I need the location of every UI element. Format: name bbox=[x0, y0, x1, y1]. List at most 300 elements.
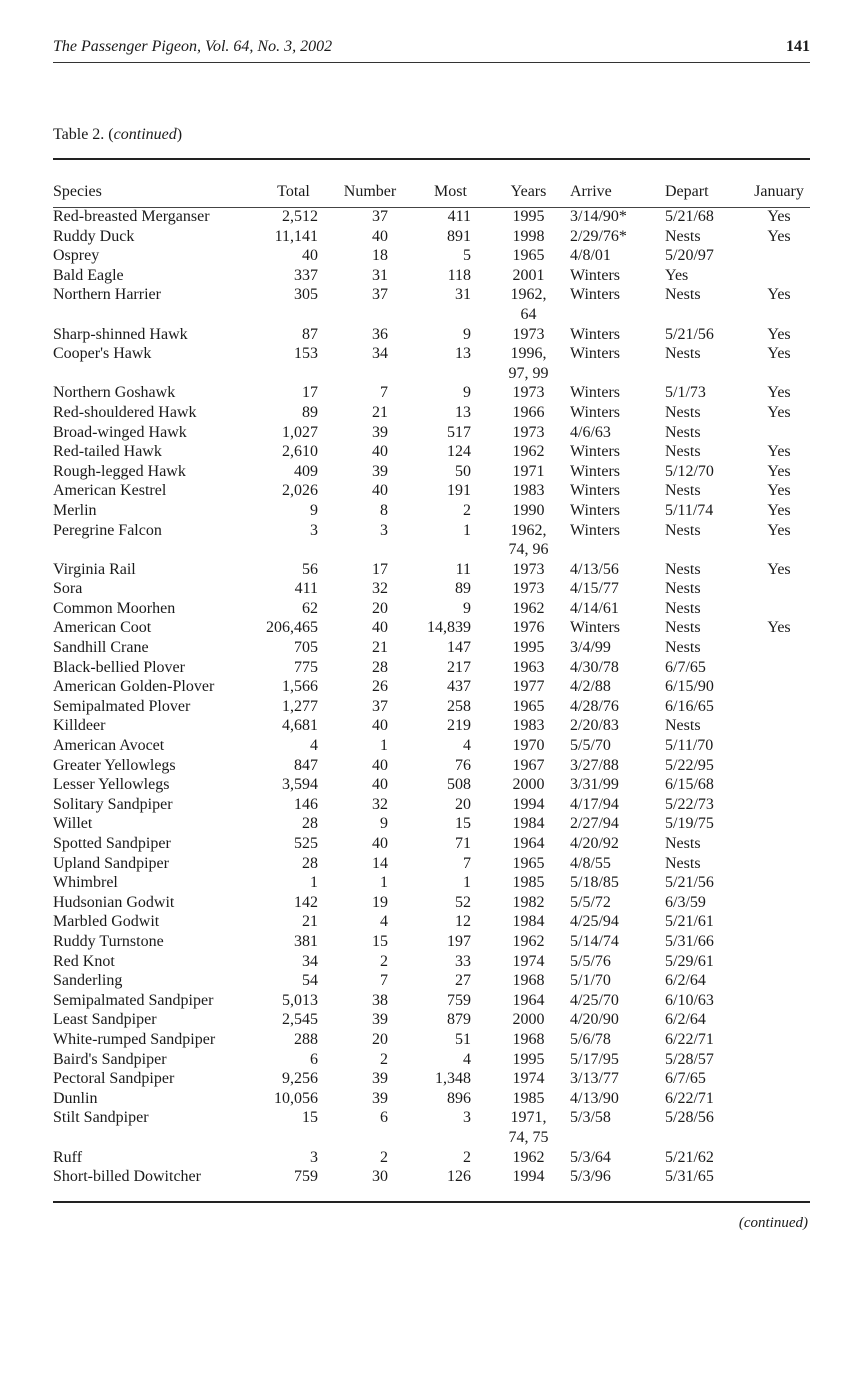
table-cell: Nests bbox=[665, 443, 701, 461]
table-cell: Stilt Sandpiper bbox=[53, 1109, 149, 1127]
table-cell: 6 bbox=[310, 1050, 318, 1068]
table-row bbox=[53, 814, 813, 834]
table-row bbox=[53, 481, 813, 501]
table-cell: 1962 bbox=[512, 443, 545, 461]
table-cell: 6/10/63 bbox=[665, 991, 714, 1009]
table-cell: 891 bbox=[447, 227, 471, 245]
table-cell: 1,277 bbox=[282, 697, 318, 715]
table-cell bbox=[745, 775, 813, 795]
table-cell: 1,566 bbox=[282, 678, 318, 696]
table-cell: 1971, 74, 75 bbox=[508, 1109, 549, 1146]
table-cell: 11,141 bbox=[274, 227, 318, 245]
table-cell: 118 bbox=[447, 266, 471, 284]
table-row bbox=[53, 854, 813, 874]
table-cell: 4/13/56 bbox=[570, 560, 619, 578]
table-cell: Marbled Godwit bbox=[53, 913, 160, 931]
table-cell: Broad-winged Hawk bbox=[53, 423, 187, 441]
table-cell: Greater Yellowlegs bbox=[53, 756, 176, 774]
table-cell: 4 bbox=[463, 1050, 471, 1068]
table-cell: 39 bbox=[372, 1070, 388, 1088]
table-cell: 3 bbox=[310, 521, 318, 539]
table-cell: 7 bbox=[380, 972, 388, 990]
table-cell: White-rumped Sandpiper bbox=[53, 1030, 216, 1048]
table-cell: 409 bbox=[294, 462, 318, 480]
table-cell: 1,348 bbox=[435, 1070, 471, 1088]
table-cell bbox=[745, 854, 813, 874]
table-cell: Winters bbox=[570, 443, 621, 461]
table-cell: Willet bbox=[53, 815, 93, 833]
table-cell: 50 bbox=[455, 462, 471, 480]
table-cell: 9,256 bbox=[282, 1070, 318, 1088]
table-cell: 4/20/92 bbox=[570, 835, 619, 852]
table-cell: 76 bbox=[455, 756, 471, 774]
table-cell: Yes bbox=[767, 403, 791, 421]
table-cell: Nests bbox=[665, 599, 701, 617]
table-cell: 4/28/76 bbox=[570, 697, 619, 715]
table-cell: 381 bbox=[294, 932, 318, 950]
table-cell: 2,026 bbox=[282, 482, 318, 500]
table-cell: 5/22/73 bbox=[665, 795, 714, 813]
table-cell: 1995 bbox=[512, 208, 545, 225]
table-cell: 13 bbox=[455, 403, 471, 421]
table-cell bbox=[745, 1030, 813, 1050]
table-cell: Nests bbox=[665, 286, 701, 304]
table-cell: 4/25/94 bbox=[570, 913, 619, 931]
table-row bbox=[53, 1010, 813, 1030]
table-cell bbox=[745, 246, 813, 266]
table-row bbox=[53, 423, 813, 443]
table-cell: 1985 bbox=[512, 874, 545, 892]
table-row bbox=[53, 638, 813, 658]
table-caption bbox=[53, 126, 182, 144]
table-cell: 5/21/56 bbox=[665, 874, 714, 892]
table-cell: 1985 bbox=[512, 1089, 545, 1107]
table-cell: 191 bbox=[447, 482, 471, 500]
table-cell: 1995 bbox=[512, 639, 545, 657]
table-cell bbox=[745, 599, 813, 619]
table-cell: Common Moorhen bbox=[53, 599, 176, 617]
table-cell: Dunlin bbox=[53, 1089, 98, 1107]
table-cell: Nests bbox=[665, 403, 701, 421]
table-cell: 15 bbox=[302, 1109, 318, 1127]
table-cell: 6/22/71 bbox=[665, 1089, 714, 1107]
table-cell: Red-tailed Hawk bbox=[53, 443, 162, 461]
table-cell: Winters bbox=[570, 462, 621, 480]
table-cell bbox=[745, 1148, 813, 1168]
table-cell: 31 bbox=[455, 286, 471, 304]
table-cell: 6/15/68 bbox=[665, 776, 714, 794]
table-row bbox=[53, 1069, 813, 1089]
table-cell: Winters bbox=[570, 619, 621, 637]
table-cell: 5/12/70 bbox=[665, 462, 714, 480]
table-cell: 39 bbox=[372, 423, 388, 441]
table-cell bbox=[745, 658, 813, 678]
table-cell: 1 bbox=[463, 874, 471, 892]
table-cell: 21 bbox=[372, 639, 388, 657]
table-row bbox=[53, 1089, 813, 1109]
table-cell: Winters bbox=[570, 501, 621, 519]
table-cell: 1962, 64 bbox=[510, 286, 547, 323]
table-cell: 1973 bbox=[512, 423, 545, 441]
table-cell: 1970 bbox=[512, 737, 545, 755]
table-cell: Nests bbox=[665, 639, 701, 657]
table-cell: Lesser Yellowlegs bbox=[53, 776, 170, 794]
table-cell: Yes bbox=[767, 521, 791, 539]
table-cell: 1996, 97, 99 bbox=[508, 345, 549, 382]
table-cell: 9 bbox=[310, 501, 318, 519]
table-cell: 5/19/75 bbox=[665, 815, 714, 833]
table-row bbox=[53, 246, 813, 266]
table-cell: 2000 bbox=[512, 1011, 545, 1029]
table-cell: 28 bbox=[372, 658, 388, 676]
table-cell: Merlin bbox=[53, 501, 97, 519]
table-cell: 4/17/94 bbox=[570, 795, 619, 813]
table-cell: 5/22/95 bbox=[665, 756, 714, 774]
journal-title: The Passenger Pigeon, Vol. 64, No. 3, 2002 bbox=[53, 38, 333, 55]
table-row bbox=[53, 756, 813, 776]
species-table bbox=[53, 183, 813, 1187]
table-cell: 2001 bbox=[512, 266, 545, 284]
table-cell: 305 bbox=[294, 286, 318, 304]
table-cell: 508 bbox=[447, 776, 471, 794]
table-cell: 14 bbox=[372, 854, 388, 872]
table-cell: Nests bbox=[665, 345, 701, 363]
table-row bbox=[53, 991, 813, 1011]
table-row bbox=[53, 1108, 813, 1147]
column-header: Species bbox=[53, 183, 102, 200]
table-cell: Winters bbox=[570, 403, 621, 421]
table-cell: 27 bbox=[455, 972, 471, 990]
table-cell: 1973 bbox=[512, 560, 545, 578]
table-cell: Sharp-shinned Hawk bbox=[53, 325, 188, 343]
table-cell: 6/22/71 bbox=[665, 1030, 714, 1048]
table-cell: 89 bbox=[455, 580, 471, 598]
caption-prefix: Table 2. ( bbox=[53, 126, 114, 143]
table-cell: American Coot bbox=[53, 619, 152, 637]
table-cell: 1965 bbox=[512, 697, 545, 715]
table-cell bbox=[745, 1167, 813, 1187]
table-cell: 7 bbox=[380, 384, 388, 402]
table-cell: Whimbrel bbox=[53, 874, 118, 892]
table-cell: 40 bbox=[372, 835, 388, 852]
table-cell: 1984 bbox=[512, 913, 545, 931]
table-cell: 32 bbox=[372, 580, 388, 598]
table-cell: 34 bbox=[372, 345, 388, 363]
table-cell: Winters bbox=[570, 345, 621, 363]
table-cell: 40 bbox=[372, 776, 388, 794]
table-cell: 206,465 bbox=[266, 619, 318, 637]
table-cell: Yes bbox=[767, 345, 791, 363]
table-cell: 1994 bbox=[512, 1168, 545, 1186]
table-cell: 5/28/57 bbox=[665, 1050, 714, 1068]
column-header: Number bbox=[343, 183, 397, 200]
table-top-rule bbox=[53, 158, 810, 160]
table-cell: 89 bbox=[302, 403, 318, 421]
table-cell: Yes bbox=[767, 501, 791, 519]
table-cell: 8 bbox=[380, 501, 388, 519]
table-cell: Winters bbox=[570, 521, 621, 539]
table-cell: 5/17/95 bbox=[570, 1050, 619, 1068]
table-row bbox=[53, 462, 813, 482]
table-cell bbox=[745, 873, 813, 893]
caption-continued: continued bbox=[113, 126, 177, 143]
table-cell: Cooper's Hawk bbox=[53, 345, 152, 363]
table-cell: Winters bbox=[570, 286, 621, 304]
table-row bbox=[53, 285, 813, 324]
table-row bbox=[53, 677, 813, 697]
table-cell: 87 bbox=[302, 325, 318, 343]
table-cell: 1964 bbox=[512, 835, 545, 852]
table-cell: 6/2/64 bbox=[665, 972, 706, 990]
table-cell: 40 bbox=[372, 619, 388, 637]
table-row bbox=[53, 403, 813, 423]
table-row bbox=[53, 952, 813, 972]
table-cell: 1983 bbox=[512, 482, 545, 500]
table-cell: 879 bbox=[447, 1011, 471, 1029]
table-cell: Least Sandpiper bbox=[53, 1011, 157, 1029]
table-cell: 1973 bbox=[512, 580, 545, 598]
table-cell: 2000 bbox=[512, 776, 545, 794]
table-cell: 14,839 bbox=[427, 619, 471, 637]
table-cell bbox=[745, 638, 813, 658]
table-cell: 4/30/78 bbox=[570, 658, 619, 676]
table-cell: 775 bbox=[294, 658, 318, 676]
table-cell: 1965 bbox=[512, 854, 545, 872]
table-cell: 4 bbox=[463, 737, 471, 755]
table-row bbox=[53, 716, 813, 736]
table-cell: Winters bbox=[570, 482, 621, 500]
table-cell: 124 bbox=[447, 443, 471, 461]
table-cell: 17 bbox=[302, 384, 318, 402]
table-cell: 337 bbox=[294, 266, 318, 284]
table-cell: 2/20/83 bbox=[570, 717, 619, 735]
table-cell: 36 bbox=[372, 325, 388, 343]
column-header: Arrive bbox=[570, 183, 612, 200]
table-cell: 1962 bbox=[512, 932, 545, 950]
table-cell: Rough-legged Hawk bbox=[53, 462, 186, 480]
table-cell: 32 bbox=[372, 795, 388, 813]
table-cell bbox=[745, 1089, 813, 1109]
table-row bbox=[53, 697, 813, 717]
table-cell: 3 bbox=[380, 521, 388, 539]
table-cell bbox=[745, 736, 813, 756]
table-cell: 4/8/55 bbox=[570, 854, 611, 872]
table-cell: 38 bbox=[372, 991, 388, 1009]
column-header: Total bbox=[277, 183, 310, 200]
table-cell: 6/2/64 bbox=[665, 1011, 706, 1029]
table-cell: Upland Sandpiper bbox=[53, 854, 169, 872]
table-row bbox=[53, 1167, 813, 1187]
table-cell: Red-breasted Merganser bbox=[53, 208, 210, 225]
table-cell: 21 bbox=[372, 403, 388, 421]
table-header-row bbox=[53, 183, 813, 207]
table-cell: 5/21/62 bbox=[665, 1148, 714, 1166]
header-rule bbox=[53, 62, 810, 63]
table-cell: Nests bbox=[665, 835, 701, 852]
table-cell: Ruddy Turnstone bbox=[53, 932, 164, 950]
table-cell: 40 bbox=[302, 247, 318, 265]
table-cell: 1974 bbox=[512, 952, 545, 970]
table-row bbox=[53, 501, 813, 521]
table-cell: 437 bbox=[447, 678, 471, 696]
table-cell: 28 bbox=[302, 854, 318, 872]
table-row bbox=[53, 521, 813, 560]
table-cell: 217 bbox=[447, 658, 471, 676]
table-cell bbox=[745, 1050, 813, 1070]
table-cell: Yes bbox=[767, 208, 791, 225]
table-cell: 5/5/72 bbox=[570, 893, 611, 911]
table-cell: Yes bbox=[767, 482, 791, 500]
table-cell: 1 bbox=[463, 521, 471, 539]
table-cell: 20 bbox=[372, 1030, 388, 1048]
table-cell: 3 bbox=[463, 1109, 471, 1127]
table-cell: 411 bbox=[447, 208, 471, 225]
table-cell bbox=[745, 991, 813, 1011]
table-cell: 31 bbox=[372, 266, 388, 284]
table-row bbox=[53, 1030, 813, 1050]
table-cell: 1967 bbox=[512, 756, 545, 774]
table-cell: 258 bbox=[447, 697, 471, 715]
table-cell: 1 bbox=[380, 737, 388, 755]
table-cell: 18 bbox=[372, 247, 388, 265]
table-cell: 5/3/96 bbox=[570, 1168, 611, 1186]
table-cell: Nests bbox=[665, 580, 701, 598]
table-cell: 4/15/77 bbox=[570, 580, 619, 598]
table-cell bbox=[745, 932, 813, 952]
table-row bbox=[53, 932, 813, 952]
table-cell: Yes bbox=[767, 227, 791, 245]
table-cell: 62 bbox=[302, 599, 318, 617]
table-cell: 1966 bbox=[512, 403, 545, 421]
table-cell: 2 bbox=[380, 952, 388, 970]
table-cell: 10,056 bbox=[274, 1089, 318, 1107]
table-cell: 1994 bbox=[512, 795, 545, 813]
table-cell: 1963 bbox=[512, 658, 545, 676]
table-cell: Northern Goshawk bbox=[53, 384, 176, 402]
table-cell: Osprey bbox=[53, 247, 100, 265]
table-cell: 15 bbox=[372, 932, 388, 950]
table-cell: 3/27/88 bbox=[570, 756, 619, 774]
table-cell bbox=[745, 834, 813, 854]
table-cell bbox=[745, 266, 813, 286]
table-cell: Ruddy Duck bbox=[53, 227, 135, 245]
table-row bbox=[53, 579, 813, 599]
table-cell: 40 bbox=[372, 482, 388, 500]
table-cell: 39 bbox=[372, 462, 388, 480]
table-cell: 517 bbox=[447, 423, 471, 441]
table-cell bbox=[745, 579, 813, 599]
table-cell: 39 bbox=[372, 1011, 388, 1029]
table-cell: 5/20/97 bbox=[665, 247, 714, 265]
table-cell: 153 bbox=[294, 345, 318, 363]
table-cell: 2 bbox=[380, 1050, 388, 1068]
table-cell: 15 bbox=[455, 815, 471, 833]
table-cell bbox=[745, 952, 813, 972]
table-cell: Pectoral Sandpiper bbox=[53, 1070, 175, 1088]
table-cell: 26 bbox=[372, 678, 388, 696]
table-cell: 40 bbox=[372, 717, 388, 735]
table-cell: 2,610 bbox=[282, 443, 318, 461]
table-cell: 5/18/85 bbox=[570, 874, 619, 892]
table-cell: 33 bbox=[455, 952, 471, 970]
table-cell: 9 bbox=[463, 384, 471, 402]
table-cell: 17 bbox=[372, 560, 388, 578]
table-cell: 54 bbox=[302, 972, 318, 990]
table-cell: Winters bbox=[570, 325, 621, 343]
table-cell: 4/8/01 bbox=[570, 247, 611, 265]
table-row bbox=[53, 344, 813, 383]
table-cell: 7 bbox=[463, 854, 471, 872]
table-cell: 71 bbox=[455, 835, 471, 852]
table-row bbox=[53, 1050, 813, 1070]
table-cell: 20 bbox=[455, 795, 471, 813]
table-cell: 1971 bbox=[512, 462, 545, 480]
table-row bbox=[53, 912, 813, 932]
table-cell: 28 bbox=[302, 815, 318, 833]
table-cell: Yes bbox=[767, 619, 791, 637]
table-cell: 6/7/65 bbox=[665, 1070, 706, 1088]
table-cell bbox=[745, 814, 813, 834]
table-cell: Yes bbox=[767, 384, 791, 402]
table-cell: 12 bbox=[455, 913, 471, 931]
table-cell: 5/21/56 bbox=[665, 325, 714, 343]
table-cell bbox=[745, 795, 813, 815]
table-cell: 1984 bbox=[512, 815, 545, 833]
table-cell: Red-shouldered Hawk bbox=[53, 403, 197, 421]
table-cell: 4/6/63 bbox=[570, 423, 611, 441]
table-cell: 51 bbox=[455, 1030, 471, 1048]
table-cell: 6/16/65 bbox=[665, 697, 714, 715]
table-cell: 4,681 bbox=[282, 717, 318, 735]
table-cell bbox=[745, 1010, 813, 1030]
table-cell: 2/29/76* bbox=[570, 227, 627, 245]
table-cell: 5/5/76 bbox=[570, 952, 611, 970]
column-header: Depart bbox=[665, 183, 709, 200]
table-body bbox=[53, 207, 813, 1187]
table-cell: 19 bbox=[372, 893, 388, 911]
table-cell: 759 bbox=[294, 1168, 318, 1186]
table-cell: 3/4/99 bbox=[570, 639, 611, 657]
continued-note: (continued) bbox=[738, 1215, 808, 1231]
table-cell: 1,027 bbox=[282, 423, 318, 441]
table-cell: Nests bbox=[665, 854, 701, 872]
table-row bbox=[53, 834, 813, 854]
table-row bbox=[53, 599, 813, 619]
table-row bbox=[53, 873, 813, 893]
table-cell: 1977 bbox=[512, 678, 545, 696]
table-cell: Nests bbox=[665, 521, 701, 539]
table-cell: 20 bbox=[372, 599, 388, 617]
table-cell: 2,512 bbox=[282, 208, 318, 225]
table-row bbox=[53, 266, 813, 286]
table-cell: 2,545 bbox=[282, 1011, 318, 1029]
table-cell: 6 bbox=[380, 1109, 388, 1127]
table-cell: Peregrine Falcon bbox=[53, 521, 162, 539]
table-cell: Sanderling bbox=[53, 972, 123, 990]
table-cell: 5/21/61 bbox=[665, 913, 714, 931]
table-row bbox=[53, 560, 813, 580]
table-cell: Nests bbox=[665, 717, 701, 735]
table-row bbox=[53, 736, 813, 756]
table-cell: Nests bbox=[665, 482, 701, 500]
table-cell: 4/20/90 bbox=[570, 1011, 619, 1029]
table-cell: Black-bellied Plover bbox=[53, 658, 185, 676]
table-cell: Winters bbox=[570, 266, 621, 284]
table-cell: 1964 bbox=[512, 991, 545, 1009]
table-row bbox=[53, 618, 813, 638]
table-cell: 896 bbox=[447, 1089, 471, 1107]
table-cell: American Avocet bbox=[53, 737, 165, 755]
